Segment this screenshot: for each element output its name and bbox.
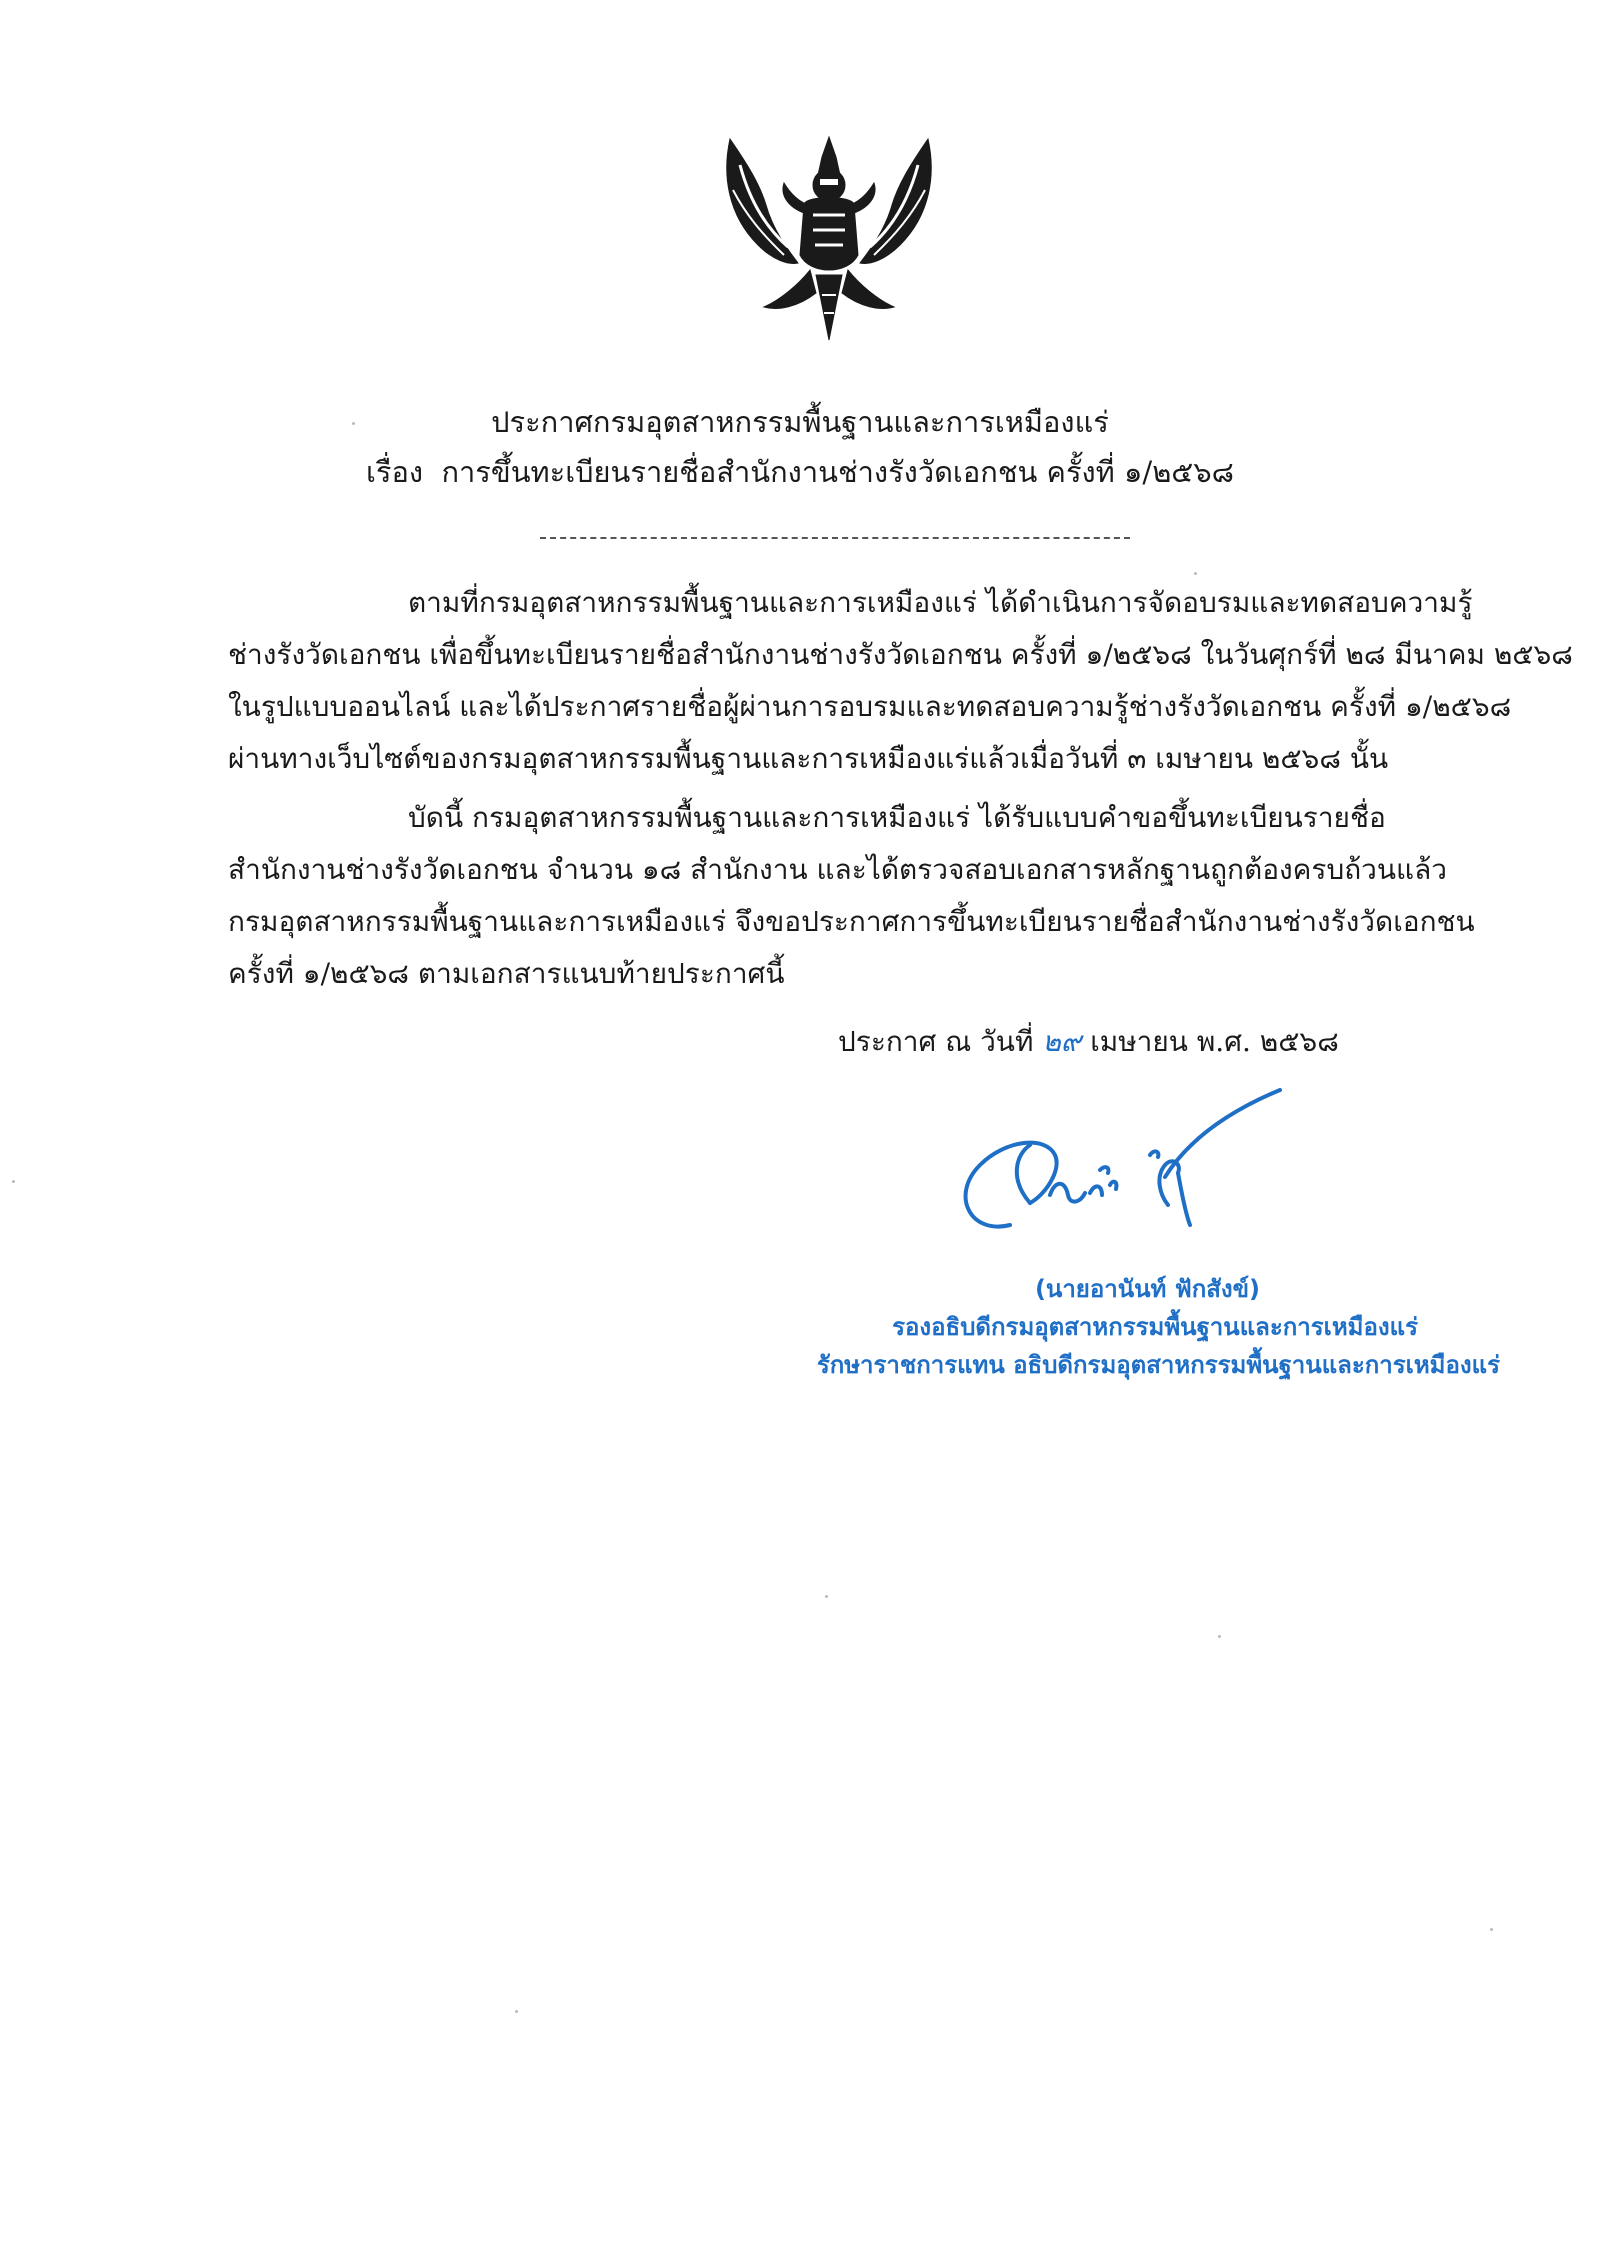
paragraph-line: ในรูปแบบออนไลน์ และได้ประกาศรายชื่อผู้ผ่านการอบรมและทดสอบความรู้ช่างรังวัดเอกชน ครั้งที่ ๑/๒๕๖๘ [228, 690, 1512, 723]
date-prefix: ประกาศ ณ วันที่ [838, 1025, 1034, 1058]
paragraph-line: กรมอุตสาหกรรมพื้นฐานและการเหมืองแร่ จึงขอประกาศการขึ้นทะเบียนรายชื่อสำนักงานช่างรังวัดเอกชน [228, 905, 1475, 938]
garuda-emblem-icon [718, 135, 940, 345]
subject-line [0, 450, 1600, 494]
paragraph-line: ครั้งที่ ๑/๒๕๖๘ ตามเอกสารแนบท้ายประกาศนี้ [228, 957, 785, 990]
announcement-title [0, 400, 1600, 444]
body-paragraph-1 [228, 577, 1573, 785]
scan-speck [515, 2010, 518, 2013]
paragraph-line: สำนักงานช่างรังวัดเอกชน จำนวน ๑๘ สำนักงาน และได้ตรวจสอบเอกสารหลักฐานถูกต้องครบถ้วนแล้ว [228, 853, 1447, 886]
announcement-subject [0, 450, 1600, 494]
subject-label: เรื่อง [365, 455, 424, 489]
paragraph-line: ผ่านทางเว็บไซต์ของกรมอุตสาหกรรมพื้นฐานและการเหมืองแร่แล้วเมื่อวันที่ ๓ เมษายน ๒๕๖๘ นั้น [228, 742, 1389, 775]
scan-speck [352, 422, 355, 425]
title-divider [540, 537, 1130, 539]
scan-speck [1490, 1928, 1493, 1931]
paragraph-line: บัดนี้ กรมอุตสาหกรรมพื้นฐานและการเหมืองแร่ ได้รับแบบคำขอขึ้นทะเบียนรายชื่อ [408, 801, 1386, 834]
signer-position-2: รักษาราชการแทน อธิบดีกรมอุตสาหกรรมพื้นฐานและการเหมืองแร่ [816, 1351, 1500, 1379]
signer-name: (นายอานันท์ ฟักสังข์) [1034, 1275, 1260, 1303]
scan-speck [825, 1595, 828, 1598]
paragraph-line: ช่างรังวัดเอกชน เพื่อขึ้นทะเบียนรายชื่อสำนักงานช่างรังวัดเอกชน ครั้งที่ ๑/๒๕๖๘ ในวันศุกร์ที่ ๒๘ มีนาคม ๒๕๖๘ [228, 638, 1573, 671]
scan-speck [1194, 572, 1197, 575]
subject-text: การขึ้นทะเบียนรายชื่อสำนักงานช่างรังวัดเอกชน ครั้งที่ ๑/๒๕๖๘ [441, 455, 1235, 489]
signer-position-1: รองอธิบดีกรมอุตสาหกรรมพื้นฐานและการเหมืองแร่ [892, 1313, 1418, 1341]
date-month-year: เมษายน พ.ศ. ๒๕๖๘ [1090, 1025, 1339, 1058]
announcement-date [838, 1020, 1339, 1064]
paragraph-line: ตามที่กรมอุตสาหกรรมพื้นฐานและการเหมืองแร่ ได้ดำเนินการจัดอบรมและทดสอบความรู้ [408, 586, 1473, 619]
date-day: ๒๙ [1042, 1025, 1082, 1058]
signer-block [700, 1270, 1500, 1384]
scan-speck [1218, 1635, 1221, 1638]
handwritten-signature [950, 1085, 1310, 1255]
body-paragraph-2 [228, 792, 1475, 1000]
announcement-title-text: ประกาศกรมอุตสาหกรรมพื้นฐานและการเหมืองแร่ [491, 405, 1109, 439]
scan-speck [12, 1180, 15, 1183]
